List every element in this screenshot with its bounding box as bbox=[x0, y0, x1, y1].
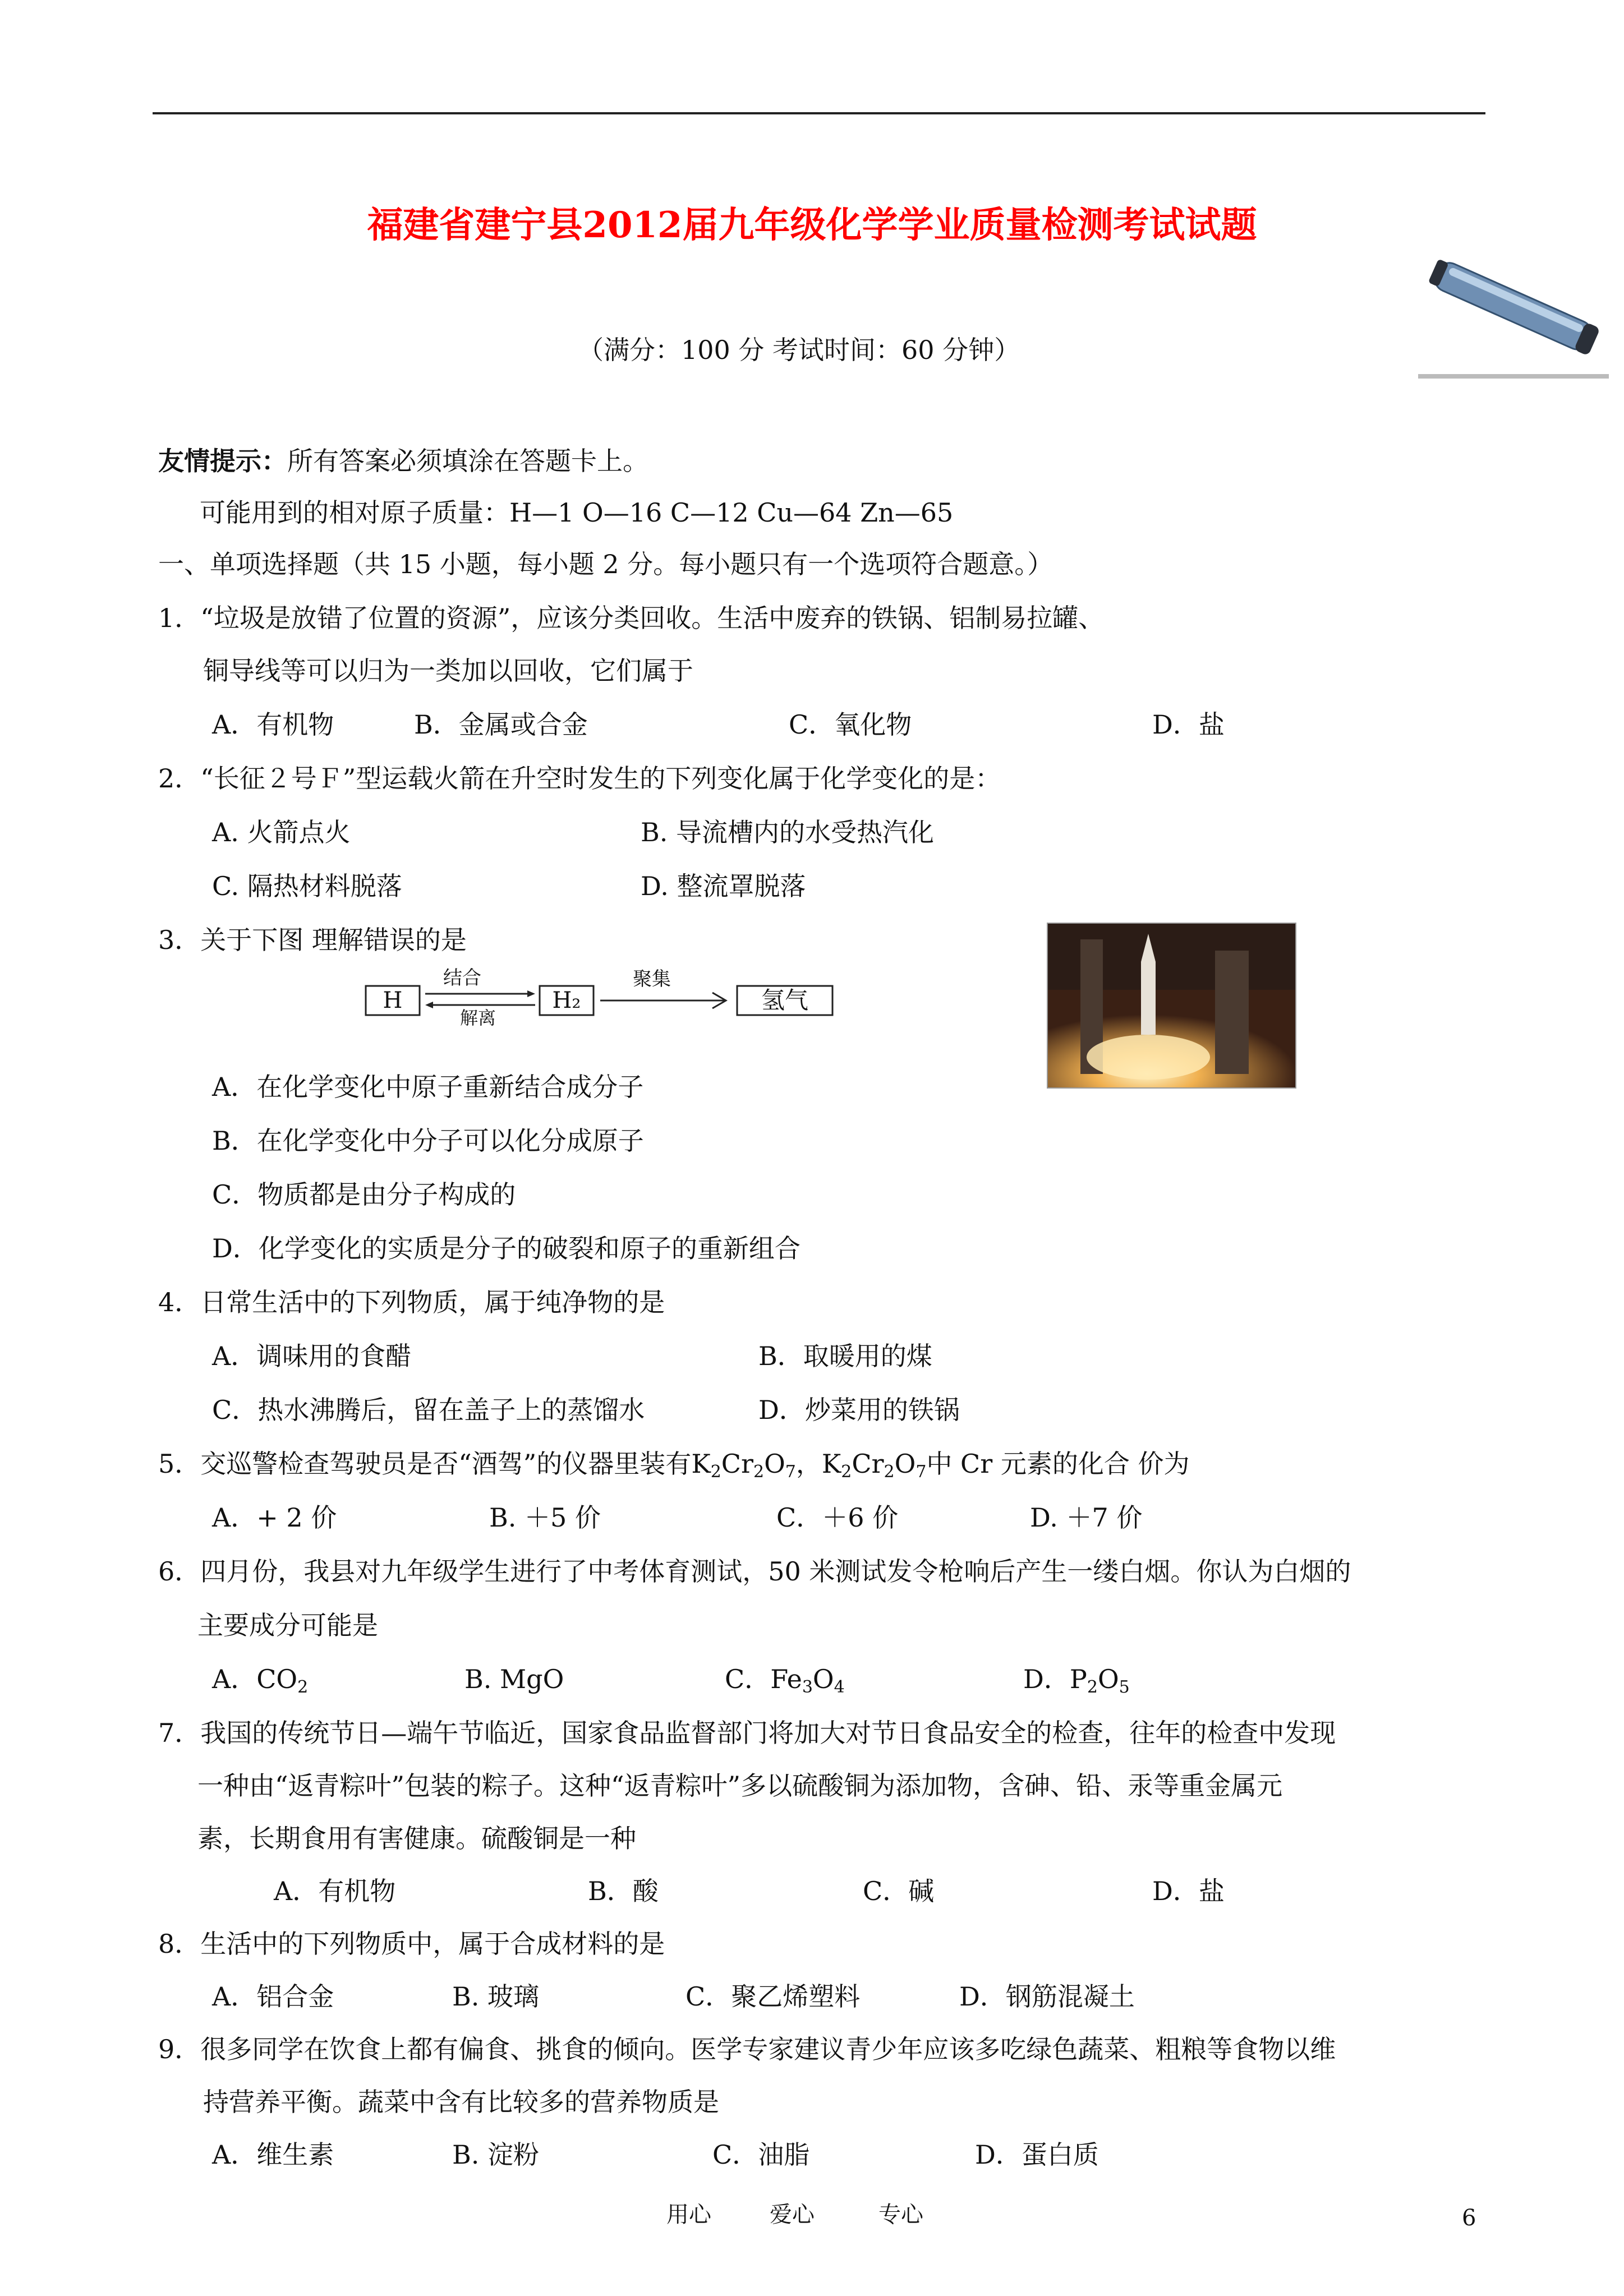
q8-line1: 8．生活中的下列物质中，属于合成材料的是 bbox=[158, 1929, 665, 1959]
tip-line bbox=[158, 445, 648, 477]
footer-slogan-3: 专心 bbox=[878, 2202, 923, 2228]
q2-line1: 2．“长征２号Ｆ”型运载火箭在升空时发生的下列变化属于化学变化的是： bbox=[158, 763, 1001, 794]
q2-option-a: A. 火箭点火 bbox=[212, 817, 351, 847]
q6-line2: 主要成分可能是 bbox=[197, 1610, 378, 1640]
q9-option-c: C．油脂 bbox=[712, 2140, 810, 2170]
q1-option-a: A．有机物 bbox=[212, 709, 334, 740]
diagram-box-h2: H₂ bbox=[552, 988, 581, 1013]
q5-f2-sub2: 2 bbox=[884, 1462, 895, 1482]
q3-option-d: D．化学变化的实质是分子的破裂和原子的重新组合 bbox=[212, 1233, 801, 1264]
exam-title: 福建省建宁县2012届九年级化学学业质量检测考试试题 bbox=[367, 204, 1257, 246]
diagram-box-hydrogen-gas: 氢气 bbox=[761, 986, 808, 1014]
q1-line1: 1．“垃圾是放错了位置的资源”，应该分类回收。生活中废弃的铁锅、铝制易拉罐、 bbox=[158, 603, 1105, 633]
q6-line1: 6．四月份，我县对九年级学生进行了中考体育测试，50 米测试发令枪响后产生一缕白烟。你认为白烟的 bbox=[158, 1556, 1351, 1587]
q5-option-a: A．+ 2 价 bbox=[212, 1502, 337, 1533]
q5-f2-sub3: 7 bbox=[915, 1462, 927, 1482]
q6-d-text: D．P bbox=[1023, 1664, 1087, 1694]
q4-line1: 4．日常生活中的下列物质，属于纯净物的是 bbox=[158, 1287, 665, 1317]
q8-option-a: A．铝合金 bbox=[212, 1981, 334, 2012]
q6-option-a bbox=[212, 1663, 308, 1695]
q9-option-a: A．维生素 bbox=[212, 2140, 334, 2170]
q7-option-a: A．有机物 bbox=[274, 1876, 396, 1906]
rocket-launch-image bbox=[1047, 923, 1296, 1089]
q6-c-o: O bbox=[812, 1664, 834, 1694]
tip-label: 友情提示： bbox=[158, 446, 287, 476]
q9-option-d: D．蛋白质 bbox=[975, 2140, 1099, 2170]
q5-formula-2 bbox=[821, 1449, 927, 1482]
q7-option-b: B．酸 bbox=[588, 1876, 659, 1906]
q7-option-c: C．碱 bbox=[863, 1876, 935, 1906]
q7-line2: 一种由“返青粽叶”包装的粽子。这种“返青粽叶”多以硫酸铜为添加物，含砷、铅、汞等重金属元 bbox=[197, 1771, 1283, 1801]
diagram-label-dissociate: 解离 bbox=[460, 1007, 496, 1029]
diagram-label-combine: 结合 bbox=[443, 967, 481, 989]
q6-option-b: B. MgO bbox=[464, 1664, 564, 1694]
diagram-label-gather: 聚集 bbox=[633, 968, 671, 990]
q6-c-sub2: 4 bbox=[834, 1677, 845, 1697]
water-filter-image bbox=[1418, 233, 1609, 379]
diagram-box-h: H bbox=[383, 988, 403, 1013]
q5-option-c: C．＋6 价 bbox=[776, 1502, 899, 1533]
q9-line2: 持营养平衡。蔬菜中含有比较多的营养物质是 bbox=[203, 2087, 719, 2117]
q2-option-c: C. 隔热材料脱落 bbox=[212, 871, 402, 901]
q5-f2-cr: Cr bbox=[852, 1449, 884, 1479]
q5-f1-sub2: 2 bbox=[753, 1462, 765, 1482]
q4-option-b: B．取暖用的煤 bbox=[758, 1341, 932, 1371]
q5-stem: 5．交巡警检查驾驶员是否“酒驾”的仪器里装有 bbox=[158, 1449, 692, 1479]
q3-option-b: B．在化学变化中分子可以化分成原子 bbox=[212, 1126, 644, 1156]
q6-d-sub1: 2 bbox=[1087, 1677, 1098, 1697]
q5-f2-sub1: 2 bbox=[841, 1462, 852, 1482]
q9-line1: 9．很多同学在饮食上都有偏食、挑食的倾向。医学专家建议青少年应该多吃绿色蔬菜、粗粮等食物以维 bbox=[158, 2034, 1336, 2064]
q1-option-c: C．氧化物 bbox=[789, 709, 912, 740]
page-number: 6 bbox=[1462, 2205, 1476, 2231]
q8-option-b: B. 玻璃 bbox=[452, 1981, 540, 2012]
q5-f2-k: K bbox=[821, 1449, 841, 1479]
atomic-mass-line: 可能用到的相对原子质量：H—1 O—16 C—12 Cu—64 Zn—65 bbox=[200, 497, 954, 528]
q1-option-b: B．金属或合金 bbox=[414, 709, 588, 740]
q5-f1-cr: Cr bbox=[721, 1449, 753, 1479]
q5-option-d: D. ＋7 价 bbox=[1030, 1502, 1143, 1533]
q5-f2-o: O bbox=[894, 1449, 916, 1479]
q2-option-b: B. 导流槽内的水受热汽化 bbox=[641, 817, 935, 847]
hydrogen-diagram bbox=[365, 966, 836, 1029]
q6-d-o: O bbox=[1097, 1664, 1119, 1694]
q1-line2: 铜导线等可以归为一类加以回收，它们属于 bbox=[203, 656, 693, 686]
exam-subtitle: （满分：100 分 考试时间：60 分钟） bbox=[578, 335, 1020, 365]
q6-option-c bbox=[725, 1663, 845, 1695]
q5-formula-1 bbox=[691, 1449, 796, 1482]
q5-f1-o: O bbox=[764, 1449, 785, 1479]
footer-slogan-2: 爱心 bbox=[770, 2202, 815, 2228]
q5-option-b: B. ＋5 价 bbox=[489, 1502, 601, 1533]
q7-line3: 素，长期食用有害健康。硫酸铜是一种 bbox=[197, 1823, 636, 1854]
q6-c-sub1: 3 bbox=[802, 1677, 813, 1697]
q8-option-d: D．钢筋混凝土 bbox=[959, 1981, 1135, 2012]
q5-f1-sub1: 2 bbox=[710, 1462, 721, 1482]
q6-option-d bbox=[1023, 1663, 1130, 1695]
q2-option-d: D. 整流罩脱落 bbox=[641, 871, 806, 901]
q9-option-b: B. 淀粉 bbox=[452, 2140, 540, 2170]
q3-option-c: C．物质都是由分子构成的 bbox=[212, 1179, 516, 1210]
q4-option-c: C．热水沸腾后，留在盖子上的蒸馏水 bbox=[212, 1395, 645, 1425]
q5-line1 bbox=[158, 1448, 1190, 1482]
q8-option-c: C．聚乙烯塑料 bbox=[686, 1981, 861, 2012]
q3-line1: 3．关于下图 理解错误的是 bbox=[158, 925, 467, 955]
section-heading: 一、单项选择题（共 15 小题，每小题 2 分。每小题只有一个选项符合题意。） bbox=[158, 549, 1053, 579]
q4-option-a: A．调味用的食醋 bbox=[212, 1341, 412, 1371]
q1-option-d: D．盐 bbox=[1152, 709, 1225, 740]
q5-f1-sub3: 7 bbox=[785, 1462, 796, 1482]
tip-text: 所有答案必须填涂在答题卡上。 bbox=[287, 446, 648, 476]
q7-line1: 7．我国的传统节日—端午节临近，国家食品监督部门将加大对节日食品安全的检查，往年的检查中发现 bbox=[158, 1718, 1336, 1748]
q5-tail: 中 Cr 元素的化合 价为 bbox=[926, 1449, 1190, 1479]
q5-f1-k: K bbox=[691, 1449, 711, 1479]
q6-a-text: A．CO bbox=[212, 1664, 298, 1694]
header-rule bbox=[153, 112, 1485, 114]
q6-d-sub2: 5 bbox=[1119, 1677, 1130, 1697]
q6-a-sub: 2 bbox=[297, 1677, 309, 1697]
q5-comma: ， bbox=[795, 1449, 822, 1479]
q3-option-a: A．在化学变化中原子重新结合成分子 bbox=[212, 1072, 644, 1102]
q7-option-d: D．盐 bbox=[1152, 1876, 1225, 1906]
q6-c-text: C．Fe bbox=[725, 1664, 802, 1694]
q4-option-d: D．炒菜用的铁锅 bbox=[758, 1395, 960, 1425]
footer-slogan-1: 用心 bbox=[666, 2202, 711, 2228]
